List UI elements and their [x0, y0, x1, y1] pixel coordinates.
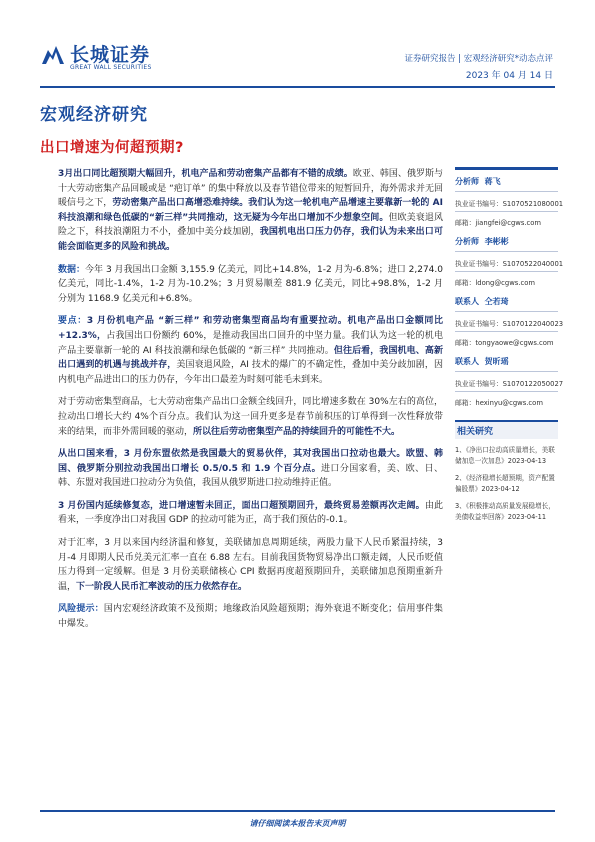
country-bold: 从出口国来看，3 月份东盟依然是我国最大的贸易伙伴，其对我国出口拉动也最大。欧盟、韩国、俄罗斯分别拉动我国出口增长 0.5/0.5 和 1.9 个百分点。	[58, 449, 443, 474]
fx-text: 对于汇率，3 月以来国内经济温和修复，美联储加息周期延续，两股力量下人民币紧温持续，3 月-4 月即期人民币兑美元汇率一直在 6.88 左右。目前我国货物贸易净出口额走阔，人民币贬值压力得到一定缓解。但是 3 月份美联储核心 CPI 数据再度超预期回升，美联储加息预期重新升温，	[58, 538, 443, 592]
country-paragraph	[58, 447, 443, 491]
analyst-card	[455, 236, 564, 290]
risk-text: 国内宏观经济政策不及预期；地缘政治风险超预期；海外衰退不断变化；信用事件集中爆发。	[58, 604, 443, 630]
risk-label: 风险提示：	[58, 604, 104, 615]
trade-text: 由此看来，一季度净出口对我国 GDP 的拉动可能为正，高于我们预估的-0.1。	[58, 500, 443, 526]
analyst-email[interactable]: 邮箱：jiangfei@cgws.com	[455, 219, 542, 227]
labor-intensive-paragraph	[58, 395, 443, 439]
sidebar-top-bar	[455, 167, 558, 170]
related-research-title: 相关研究	[455, 420, 558, 439]
contact-name: 仝若琦	[484, 297, 509, 306]
analyst-name: 蒋飞	[484, 177, 501, 186]
analyst-cert: 执业证书编号：S1070522040001	[455, 256, 558, 272]
analyst-name-row	[455, 176, 558, 192]
contact-name-row	[455, 296, 558, 312]
contact-cert: 执业证书编号：S1070122050027	[455, 376, 558, 392]
contact-card	[455, 296, 564, 350]
labor-bold: 所以往后劳动密集型产品的持续回升的可能性不大。	[193, 426, 401, 437]
section-title: 宏观经济研究	[40, 105, 148, 125]
country-text: 进口分国家看，美、欧、日、韩、东盟对我国进口拉动分为负值，我国从俄罗斯进口拉动维持正值。	[58, 463, 443, 489]
analyst-name-row	[455, 236, 558, 252]
main-body	[58, 167, 443, 640]
logo-en-text: GREAT WALL SECURITIES	[70, 64, 152, 71]
related-research-item[interactable]: 1、《净出口拉动高质量增长，美联储加息一次加息》2023-04-13	[455, 446, 555, 465]
footer-divider	[40, 810, 555, 812]
key-points-text-2: 美国衰退风险，AI 技术的爆广的不确定性，叠加中美分歧加剧，因内机电产品进出口的压力仍存，今年出口最差为时刻可能毛未到来。	[58, 360, 443, 385]
contact-email[interactable]: 邮箱：hexinyu@cgws.com	[455, 399, 543, 407]
summary-bold-1: 3月出口同比超预期大幅回升，机电产品和劳动密集产品都有不错的成绩。	[58, 169, 353, 179]
analyst-name: 李彬彬	[484, 237, 509, 246]
risk-paragraph	[58, 602, 443, 631]
contact-role: 联系人	[455, 297, 479, 306]
report-type: 证券研究报告 | 宏观经济研究*动态点评	[404, 54, 553, 64]
contact-name: 贺昕瑶	[484, 357, 509, 366]
analyst-email[interactable]: 邮箱：ldong@cgws.com	[455, 279, 535, 287]
contact-name-row	[455, 356, 558, 372]
trade-balance-paragraph	[58, 499, 443, 528]
analyst-card	[455, 176, 564, 230]
report-title: 出口增速为何超预期?	[40, 140, 184, 156]
header-divider	[40, 86, 555, 88]
summary-paragraph	[58, 167, 443, 255]
logo-cn-text: 长城证券	[70, 44, 151, 66]
fx-bold: 下一阶段人民币汇率波动的压力依然存在。	[76, 581, 248, 592]
exchange-rate-paragraph	[58, 536, 443, 594]
analyst-cert: 执业证书编号：S1070521080001	[455, 196, 558, 212]
report-date: 2023 年 04 月 14 日	[465, 71, 553, 81]
analyst-role: 分析师	[455, 177, 479, 186]
great-wall-logo-icon	[40, 42, 66, 68]
key-points-paragraph	[58, 314, 443, 387]
contact-card	[455, 356, 564, 410]
related-research-item[interactable]: 3、《积极推动高质量发展稳增长，美债收益率回落》2023-04-11	[455, 502, 555, 521]
contact-role: 联系人	[455, 357, 479, 366]
summary-bold-2: 劳动密集产品出口高增恐难持续。我们认为这一轮机电产品增速主要靠新一轮的 AI 科技浪潮和绿色低碳的“新三样”共同推动，这无疑为今年出口增加不少想象空间。	[58, 198, 443, 223]
key-points-bold-2: 但往后看，我国机电、高新出口遇到的机遇与挑战并存，	[58, 345, 443, 371]
company-logo	[40, 40, 160, 76]
data-paragraph	[58, 263, 443, 307]
summary-text-2: 但欧美衰退风险之下，科技浪潮阻力不小，叠加中美分歧加剧，	[58, 212, 443, 238]
data-text: 今年 3 月我国出口金额 3,155.9 亿美元，同比+14.8%，1-2 月为-6.8%；进口 2,274.0 亿美元，同比-1.4%，1-2 月为-10.2%；3 月贸易顺差 881.9 亿美元，同比+98.8%，1-2 月分别为 1168.9 亿美元和+6.8%。	[58, 264, 443, 304]
labor-text: 对于劳动密集型商品，七大劳动密集产品出口金额全线回升，同比增速多数在 30%左右的高位，拉动出口增长大约 4%个百分点。我们认为这一回升更多是春节前积压的订单得到一次性释放带来的结果，而非外需回暖的驱动，	[58, 397, 443, 437]
summary-bold-3: 我国机电出口压力仍存，我们认为未来出口可能会面临更多的风险和挑战。	[58, 227, 443, 252]
footer-disclaimer: 请仔细阅读本报告末页声明	[249, 819, 346, 828]
summary-text-1: 欧亚、韩国、俄罗斯与十大劳动密集产品回暖或是 “疤订单” 的集中释放以及春节错位带来的短暂回升，海外需求并无回暖信号之下，	[58, 169, 443, 209]
sidebar	[455, 167, 564, 523]
contact-email[interactable]: 邮箱：tongyaowe@cgws.com	[455, 339, 554, 347]
analyst-role: 分析师	[455, 237, 479, 246]
contact-cert: 执业证书编号：S1070122040023	[455, 316, 558, 332]
related-research-item[interactable]: 2、《经济稳增长超预期，资产配置偏股票》2023-04-12	[455, 474, 555, 493]
key-points-text-1: 占我国出口份额约 60%，是推动我国出口回升的中坚力量。我们认为这一轮的机电产品主要靠新一轮的 AI 科技浪潮和绿色低碳的 “新三样” 共同推动。	[58, 330, 443, 356]
key-points-bold-1: 3 月份机电产品 “新三样” 和劳动密集型商品均有重要拉动。机电产品出口金额同比+12.3%，	[58, 316, 443, 341]
trade-bold: 3 月份国内延续修复态，进口增速暂未回正，面出口超预期回升，最终贸易差额再次走阔。	[58, 500, 425, 511]
data-label: 数据：	[58, 264, 86, 275]
key-points-label: 要点：	[58, 316, 87, 327]
